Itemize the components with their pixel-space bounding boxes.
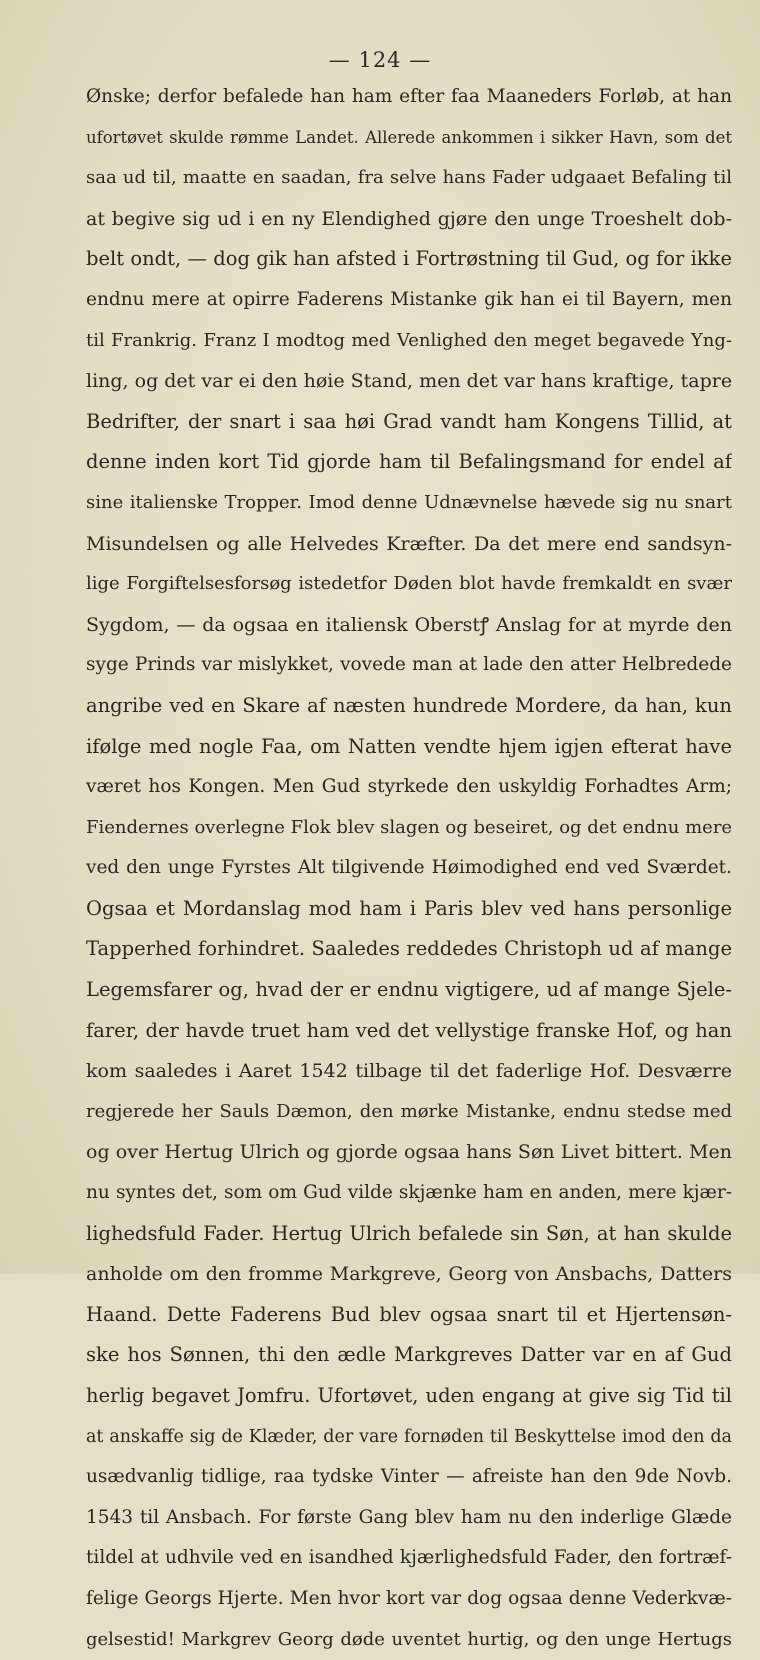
text-line: angribe ved en Skare af næsten hundrede Mordere, da han, kun [86,693,732,717]
text-line: Legemsfarer og, hvad der er endnu vigtigere, ud af mange Sjele- [86,978,732,1002]
body-text [86,77,732,1660]
text-line: 1543 til Ansbach. For første Gang blev ham nu den inderlige Glæde [86,1506,732,1528]
text-line: til Frankrig. Franz I modtog med Venlighed den meget begavede Yng- [86,329,732,351]
text-line: været hos Kongen. Men Gud styrkede den uskyldig Forhadtes Arm; [86,776,732,798]
text-line: denne inden kort Tid gjorde ham til Befalingsmand for endel af [86,450,732,474]
text-line: tildel at udhvile ved en isandhed kjærlighedsfuld Fader, den fortræf- [86,1547,732,1569]
text-line: at anskaffe sig de Klæder, der vare fornøden til Beskyttelse imod den da [86,1426,732,1447]
text-line: og over Hertug Ulrich og gjorde ogsaa hans Søn Livet bittert. Men [86,1141,732,1164]
text-line: ske hos Sønnen, thi den ædle Markgreves Datter var en af Gud [86,1343,732,1367]
text-line: Ogsaa et Mordanslag mod ham i Paris blev ved hans personlige [86,896,732,920]
text-line: Bedrifter, der snart i saa høi Grad vandt ham Kongens Tillid, at [86,409,732,433]
text-line: Misundelsen og alle Helvedes Kræfter. Da det mere end sandsyn- [86,532,732,555]
text-line: ling, og det var ei den høie Stand, men det var hans kraftige, tapre [86,370,732,393]
text-line: ufortøvet skulde rømme Landet. Allerede ankommen i sikker Havn, som det [86,127,732,147]
page-number: — 124 — [328,48,432,72]
text-line: usædvanlig tidlige, raa tydske Vinter — afreiste han den 9de Novb. [86,1466,732,1488]
text-line: Haand. Dette Faderens Bud blev ogsaa snart til et Hjertensøn- [86,1302,732,1326]
text-line: felige Georgs Hjerte. Men hvor kort var dog ogsaa denne Vederkvæ- [86,1587,732,1609]
text-line: Sygdom, — da ogsaa en italiensk Oberstꝭ Anslag for at myrde den [86,613,732,636]
text-line: gelsestid! Markgrev Georg døde uventet hurtig, og den unge Hertugs [86,1628,732,1650]
text-line: endnu mere at opirre Faderens Mistanke gik han ei til Bayern, men [86,288,732,310]
text-line: ifølge med nogle Faa, om Natten vendte hjem igjen efterat have [86,734,732,758]
text-line: nu syntes det, som om Gud vilde skjænke ham en anden, mere kjær- [86,1182,732,1204]
text-line: Tapperhed forhindret. Saaledes reddedes Christoph ud af mange [86,937,732,961]
text-line: saa ud til, maatte en saadan, fra selve hans Fader udgaaet Befaling til [86,167,732,189]
text-line: lighedsfuld Fader. Hertug Ulrich befalede sin Søn, at han skulde [86,1221,732,1245]
text-line: lige Forgiftelsesforsøg istedetfor Døden blot havde fremkaldt en svær [86,573,732,595]
text-line: Ønske; derfor befalede han ham efter faa Maaneders Forløb, at han [86,86,732,107]
text-line: kom saaledes i Aaret 1542 tilbage til det faderlige Hof. Desværre [86,1060,732,1083]
text-line: at begive sig ud i en ny Elendighed gjøre den unge Troeshelt dob- [86,207,732,230]
text-line: syge Prinds var mislykket, vovede man at lade den atter Helbredede [86,654,732,676]
text-line: Fiendernes overlegne Flok blev slagen og beseiret, og det endnu mere [86,816,732,838]
text-line: regjerede her Sauls Dæmon, den mørke Mistanke, endnu stedse med [86,1100,732,1122]
text-line: anholde om den fromme Markgreve, Georg von Ansbachs, Datters [86,1263,732,1286]
text-line: ved den unge Fyrstes Alt tilgivende Høimodighed end ved Sværdet. [86,857,732,879]
text-line: herlig begavet Jomfru. Ufortøvet, uden engang at give sig Tid til [86,1384,732,1407]
text-line: belt ondt, — dog gik han afsted i Fortrøstning til Gud, og for ikke [86,247,732,271]
text-line: sine italienske Tropper. Imod denne Udnævnelse hævede sig nu snart [86,491,732,513]
text-line: farer, der havde truet ham ved det vellystige franske Hof, og han [86,1018,732,1042]
